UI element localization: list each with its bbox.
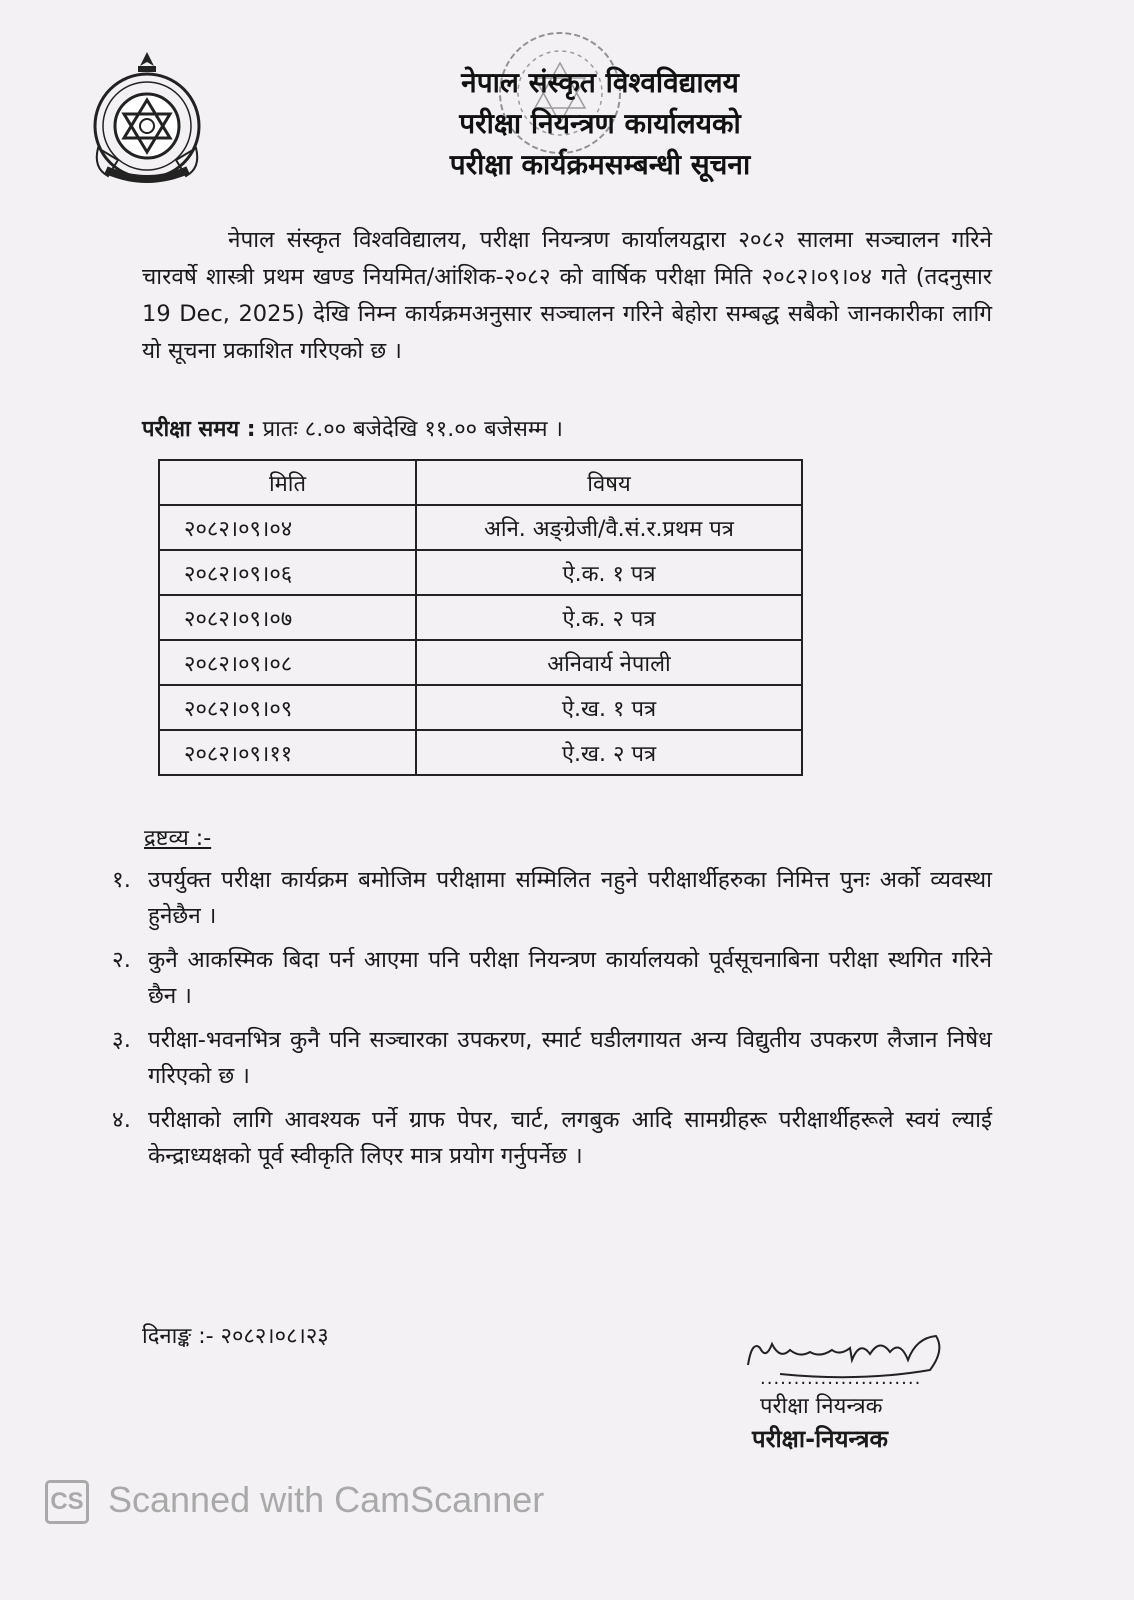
table-row — [159, 640, 802, 685]
note-number: १. — [112, 867, 131, 893]
controller-title: परीक्षा नियन्त्रक — [760, 1394, 883, 1419]
note-number: ४. — [112, 1107, 131, 1133]
row-date: २०८२।०९।०७ — [159, 595, 416, 640]
exam-time-value: प्रातः ८.०० बजेदेखि ११.०० बजेसम्म । — [262, 417, 563, 442]
exam-time-label: परीक्षा समय : — [142, 417, 256, 442]
row-subject: ऐ.ख. २ पत्र — [416, 730, 802, 775]
row-date: २०८२।०९।११ — [159, 730, 416, 775]
table-header-row — [159, 460, 802, 505]
camscanner-watermark: Scanned with CamScanner — [108, 1479, 545, 1520]
intro-paragraph — [142, 222, 992, 370]
controller-stamp: परीक्षा-नियन्त्रक — [752, 1425, 888, 1453]
table-row — [159, 505, 802, 550]
table-row — [159, 730, 802, 775]
row-subject: अनि. अङ्ग्रेजी/वै.सं.र.प्रथम पत्र — [416, 505, 802, 550]
university-name: नेपाल संस्कृत विश्वविद्यालय — [461, 66, 739, 99]
signature-line: ........................ — [760, 1368, 922, 1389]
note-number: २. — [112, 947, 131, 973]
row-date: २०८२।०९।०४ — [159, 505, 416, 550]
header-date: मिति — [159, 460, 416, 505]
note-text: परीक्षा-भवनभित्र कुनै पनि सञ्चारका उपकरण, स्मार्ट घडीलगायत अन्य विद्युतीय उपकरण लैजान निषेध गरिएको छ । — [148, 1027, 992, 1089]
row-subject: ऐ.ख. १ पत्र — [416, 685, 802, 730]
row-subject: ऐ.क. १ पत्र — [416, 550, 802, 595]
row-date: २०८२।०९।०६ — [159, 550, 416, 595]
row-date: २०८२।०९।०९ — [159, 685, 416, 730]
note-text: उपर्युक्त परीक्षा कार्यक्रम बमोजिम परीक्षामा सम्मिलित नहुने परीक्षार्थीहरुका निमित्त पुनः अर्को व्यवस्था हुनेछैन । — [148, 867, 992, 929]
table-row — [159, 685, 802, 730]
issue-date: दिनाङ्क :- २०८२।०८।२३ — [142, 1324, 329, 1349]
notice-title: परीक्षा कार्यक्रमसम्बन्धी सूचना — [449, 148, 751, 181]
camscanner-logo-icon: CS — [45, 1480, 89, 1524]
row-subject: अनिवार्य नेपाली — [416, 640, 802, 685]
note-item — [112, 862, 992, 934]
note-text: कुनै आकस्मिक बिदा पर्न आएमा पनि परीक्षा नियन्त्रण कार्यालयको पूर्वसूचनाबिना परीक्षा स्थगित गरिने छैन । — [148, 947, 992, 1009]
exam-time — [142, 413, 563, 443]
notes-title: द्रष्टव्य :- — [144, 826, 212, 851]
note-text: परीक्षाको लागि आवश्यक पर्ने ग्राफ पेपर, चार्ट, लगबुक आदि सामग्रीहरू परीक्षार्थीहरूले स्वयं ल्याई केन्द्राध्यक्षको पूर्व स्वीकृति लिएर मात्र प्रयोग गर्नुपर्नेछ । — [148, 1107, 992, 1169]
note-item — [112, 1102, 992, 1174]
note-number: ३. — [112, 1027, 131, 1053]
notice-heading — [300, 62, 900, 185]
intro-text: नेपाल संस्कृत विश्वविद्यालय, परीक्षा नियन्त्रण कार्यालयद्वारा २०८२ सालमा सञ्चालन गरिने चारवर्षे शास्त्री प्रथम खण्ड नियमित/आंशिक-२०८२ को वार्षिक परीक्षा मिति २०८२।०९।०४ गते (तदनुसार 19 Dec, 2025) देखि निम्न कार्यक्रमअनुसार सञ्चालन गरिने बेहोरा सम्बद्ध सबैको जानकारीका लागि यो सूचना प्रकाशित गरिएको छ । — [142, 227, 992, 364]
exam-schedule-table — [158, 459, 803, 776]
table-row — [159, 550, 802, 595]
university-emblem-icon — [88, 48, 206, 188]
notes-list — [112, 862, 992, 1182]
row-date: २०८२।०९।०८ — [159, 640, 416, 685]
note-item — [112, 1022, 992, 1094]
office-name: परीक्षा नियन्त्रण कार्यालयको — [459, 107, 741, 140]
note-item — [112, 942, 992, 1014]
header-subject: विषय — [416, 460, 802, 505]
table-row — [159, 595, 802, 640]
row-subject: ऐ.क. २ पत्र — [416, 595, 802, 640]
